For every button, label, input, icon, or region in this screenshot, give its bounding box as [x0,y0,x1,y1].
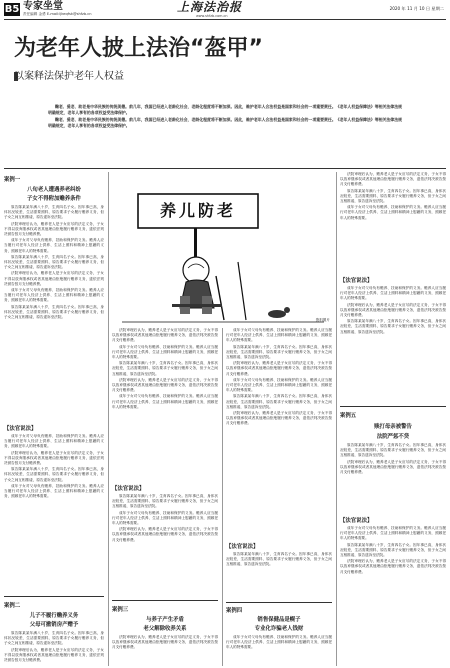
paragraph: 法院审理后认为，赡养老人是子女应尽的法定义务，子女不得以放弃继承权或者其他理由拒绝履行赡养义务，遂依法判决被告按月支付赡养费。 [4,271,104,286]
paragraph: 法院审理后认为，赡养老人是子女应尽的法定义务，子女不得以放弃继承权或者其他理由拒绝履行赡养义务，遂依法判决被告按月支付赡养费。 [4,221,104,237]
cartoon-elderly-man-image [112,172,334,324]
issue-date: 2020 年 11 月 10 日 星期二 [389,6,444,11]
judge-comment-5 [340,526,446,667]
paragraph: 原告陈某某年满八十岁，生育四名子女。因年事已高，身体状况较差，生活需要照料，原告要求子女履行赡养义务，但子女之间互相推诿，原告遂诉至法院。 [340,188,446,204]
paragraph: 成年子女对父母负有赡养、扶助和保护的义务。赡养人应当履行对老年人经济上供养、生活上照料和精神上慰藉的义务，照顾老年人的特殊需要。 [340,526,446,541]
column-3-case-4-body [226,635,332,667]
column-2-case-3-body [112,635,218,667]
page-header [0,0,450,18]
paragraph: 法院审理后认为，赡养老人是子女应尽的法定义务，子女不得以放弃继承权或者其他理由拒绝履行赡养义务，遂依法判决被告按月支付赡养费。 [340,172,446,187]
case-label-5: 案例五 [340,413,357,419]
paragraph: 成年子女对父母负有赡养、扶助和保护的义务。赡养人应当履行对老年人经济上供养、生活上照料和精神上慰藉的义务，照顾老年人的特殊需要。 [4,483,104,499]
page-code-badge: B5 [4,4,20,15]
paragraph: 法院审理后认为，赡养老人是子女应尽的法定义务，子女不得以放弃继承权或者其他理由拒绝履行赡养义务，遂依法判决被告按月支付赡养费。 [340,559,446,574]
paragraph: 原告陈某某年满八十岁，生育四名子女。因年事已高，身体状况较差，生活需要照料，原告要求子女履行赡养义务，但子女之间互相推诿，原告遂诉至法院。 [340,542,446,558]
paragraph: 成年子女对父母负有赡养、扶助和保护的义务。赡养人应当履行对老年人经济上供养、生活上照料和精神上慰藉的义务，照顾老年人的特殊需要。 [112,510,218,526]
case-title-2b: 父母可撤销房产赠予 [29,622,79,628]
column-rule-2 [222,328,223,666]
column-rule-3 [336,172,337,666]
case-title-4a: 销售保健品是幌子 [257,617,301,623]
case-title-1b: 子女不得附加赡养条件 [27,196,81,202]
paragraph: 法院审理后认为，赡养老人是子女应尽的法定义务，子女不得以放弃继承权或者其他理由拒绝履行赡养义务，遂依法判决被告按月支付赡养费。 [226,411,332,426]
column-2-body [112,328,218,480]
judge-comment-heading-4: 【法官说法】 [340,278,373,284]
column-1-case-2-body [4,631,104,667]
illustration [112,172,334,324]
paragraph: 法院审理后认为，赡养老人是子女应尽的法定义务，子女不得以放弃继承权或者其他理由拒绝履行赡养义务，遂依法判决被告按月支付赡养费。 [340,302,446,318]
paragraph: 原告陈某某年满八十岁，生育四名子女。因年事已高，身体状况较差，生活需要照料，原告要求子女履行赡养义务，但子女之间互相推诿，原告遂诉至法院。 [4,467,104,482]
paragraph: 法院审理后认为，赡养老人是子女应尽的法定义务，子女不得以放弃继承权或者其他理由拒绝履行赡养义务，遂依法判决被告按月支付赡养费。 [112,328,218,343]
paragraph: 法院审理后认为，赡养老人是子女应尽的法定义务，子女不得以放弃继承权或者其他理由拒绝履行赡养义务，遂依法判决被告按月支付赡养费。 [226,361,332,376]
paragraph: 成年子女对父母负有赡养、扶助和保护的义务。赡养人应当履行对老年人经济上供养、生活上照料和精神上慰藉的义务，照顾老年人的特殊需要。 [226,328,332,343]
paragraph: 成年子女对父母负有赡养、扶助和保护的义务。赡养人应当履行对老年人经济上供养、生活上照料和精神上慰藉的义务，照顾老年人的特殊需要。 [112,394,218,409]
paragraph: 法院审理后认为，赡养老人是子女应尽的法定义务，子女不得以放弃继承权或者其他理由拒绝履行赡养义务，遂依法判决被告按月支付赡养费。 [112,527,218,542]
case-title-1a: 八旬老人遭遇养老纠纷 [27,187,81,193]
paragraph: 原告陈某某年满八十岁，生育四名子女。因年事已高，身体状况较差，生活需要照料，原告要求子女履行赡养义务，但子女之间互相推诿，原告遂诉至法院。 [112,361,218,376]
paragraph: 法院审理后认为，赡养老人是子女应尽的法定义务，子女不得以放弃继承权或者其他理由拒绝履行赡养义务，遂依法判决被告按月支付赡养费。 [4,647,104,663]
paragraph: 成年子女对父母负有赡养、扶助和保护的义务。赡养人应当履行对老年人经济上供养、生活上照料和精神上慰藉的义务，照顾老年人的特殊需要。 [4,288,104,303]
paragraph: 成年子女对父母负有赡养、扶助和保护的义务。赡养人应当履行对老年人经济上供养、生活上照料和精神上慰藉的义务，照顾老年人的特殊需要。 [226,635,332,650]
column-2-divider [112,600,218,601]
paragraph: 法院审理后认为，赡养老人是子女应尽的法定义务，子女不得以放弃继承权或者其他理由拒绝履行赡养义务，遂依法判决被告按月支付赡养费。 [340,459,446,475]
website: www.shfzb.com.cn [196,14,228,18]
judge-comment-2 [112,494,218,596]
lead-divider [4,168,446,169]
paragraph: 原告陈某某年满八十岁，生育四名子女。因年事已高，身体状况较差，生活需要照料，原告要求子女履行赡养义务，但子女之间互相推诿，原告遂诉至法院。 [4,304,104,320]
editor-line: 责任编辑 金勇 E-mail:ljkeqfsk@shfzb.cn [23,12,92,16]
column-3-divider [226,602,332,603]
column-4-divider [340,406,446,407]
column-3-body [226,328,332,538]
paragraph: 原告陈某某年满八十岁，生育四名子女。因年事已高，身体状况较差，生活需要照料，原告要求子女履行赡养义务，但子女之间互相推诿，原告遂诉至法院。 [4,254,104,270]
paragraph: 原告陈某某年满八十岁，生育四名子女。因年事已高，身体状况较差，生活需要照料，原告要求子女履行赡养义务，但子女之间互相推诿，原告遂诉至法院。 [112,494,218,509]
paragraph: 法院审理后认为，赡养老人是子女应尽的法定义务，子女不得以放弃继承权或者其他理由拒绝履行赡养义务，遂依法判决被告按月支付赡养费。 [4,450,104,466]
illustration-credit: 资料图片 [315,318,330,322]
section-title: 专家坐堂 [23,1,63,12]
case-title-4b: 专业化诈骗老人钱财 [254,626,304,632]
paragraph: 成年子女对父母负有赡养、扶助和保护的义务。赡养人应当履行对老年人经济上供养、生活上照料和精神上慰藉的义务，照顾老年人的特殊需要。 [340,286,446,301]
headline: 为老年人披上法治“盔甲” [14,36,263,61]
judge-comment-1 [4,434,104,590]
case-label-3: 案例三 [112,607,129,613]
case-title-3b: 老父解除收养关系 [143,626,187,632]
lead-paragraph [48,104,402,148]
paragraph: 成年子女对父母负有赡养、扶助和保护的义务。赡养人应当履行对老年人经济上供养、生活上照料和精神上慰藉的义务，照顾老年人的特殊需要。 [340,205,446,220]
paragraph: 法院审理后认为，赡养老人是子女应尽的法定义务，子女不得以放弃继承权或者其他理由拒绝履行赡养义务，遂依法判决被告按月支付赡养费。 [112,635,218,650]
case-title-3a: 与养子产生矛盾 [146,617,184,623]
case-label-4: 案例四 [226,608,243,614]
paragraph: 成年子女对父母负有赡养、扶助和保护的义务。赡养人应当履行对老年人经济上供养、生活上照料和精神上慰藉的义务，照顾老年人的特殊需要。 [4,434,104,449]
subheadline: 以案释法保护老年人权益 [14,71,124,82]
case-label-1: 案例一 [4,177,21,183]
judge-comment-heading-2: 【法官说法】 [112,486,145,492]
paragraph: 原告陈某某年满八十岁，生育四名子女。因年事已高，身体状况较差，生活需要照料，原告要求子女履行赡养义务，但子女之间互相推诿，原告遂诉至法院。 [4,205,104,220]
case-title-5a: 赎打母亲被警告 [374,424,412,430]
column-rule-1 [108,172,109,666]
masthead: 上海法治报 [177,0,243,14]
paragraph: 原告陈某某年满八十岁，生育四名子女。因年事已高，身体状况较差，生活需要照料，原告要求子女履行赡养义务，但子女之间互相推诿，原告遂诉至法院。 [340,443,446,458]
column-1-body [4,205,104,420]
column-4-body [340,172,446,270]
case-title-2a: 儿子不履行赡养义务 [29,613,79,619]
paragraph: 成年子女对父母负有赡养、扶助和保护的义务。赡养人应当履行对老年人经济上供养、生活上照料和精神上慰藉的义务，照顾老年人的特殊需要。 [112,344,218,360]
paragraph: 原告陈某某年满八十岁，生育四名子女。因年事已高，身体状况较差，生活需要照料，原告要求子女履行赡养义务，但子女之间互相推诿，原告遂诉至法院。 [226,394,332,409]
illustration-sign-text: 养儿防老 [159,201,236,220]
column-4-case-5-body [340,443,446,513]
judge-comment-3 [226,552,332,600]
paragraph: 成年子女对父母负有赡养、扶助和保护的义务。赡养人应当履行对老年人经济上供养、生活上照料和精神上慰藉的义务，照顾老年人的特殊需要。 [226,377,332,393]
lead-text-repeat: 鞠老、爱老、助老是中华民族的传统美德。前几年，我国已经进入老龄化社会，老龄化程度将不断加深。因此，维护老年人合法权益是国家和社会的一项重要责任。《老年人权益保障法》等相关法律法规明确规定，老年人享有的各项权益受法律保护。 [48,117,402,128]
judge-comment-heading-5: 【法官说法】 [340,518,373,524]
column-1-divider [4,596,104,597]
paragraph: 原告陈某某年满八十岁，生育四名子女。因年事已高，身体状况较差，生活需要照料，原告要求子女履行赡养义务，但子女之间互相推诿，原告遂诉至法院。 [4,631,104,646]
paragraph: 原告陈某某年满八十岁，生育四名子女。因年事已高，身体状况较差，生活需要照料，原告要求子女履行赡养义务，但子女之间互相推诿，原告遂诉至法院。 [226,344,332,360]
lead-text: 鞠老、爱老、助老是中华民族的传统美德。前几年，我国已经进入老龄化社会，老龄化程度将不断加深。因此，维护老年人合法权益是国家和社会的一项重要责任。《老年人权益保障法》等相关法律法规明确规定，老年人享有的各项权益受法律保护。 [48,104,402,115]
paragraph: 成年子女对父母负有赡养、扶助和保护的义务。赡养人应当履行对老年人经济上供养、生活上照料和精神上慰藉的义务，照顾老年人的特殊需要。 [4,238,104,253]
case-title-5b: 法院严惩不贷 [376,434,410,440]
paragraph: 原告陈某某年满八十岁，生育四名子女。因年事已高，身体状况较差，生活需要照料，原告要求子女履行赡养义务，但子女之间互相推诿，原告遂诉至法院。 [340,319,446,334]
judge-comment-4 [340,286,446,402]
paragraph: 原告陈某某年满八十岁，生育四名子女。因年事已高，身体状况较差，生活需要照料，原告要求子女履行赡养义务，但子女之间互相推诿，原告遂诉至法院。 [226,552,332,567]
paragraph: 法院审理后认为，赡养老人是子女应尽的法定义务，子女不得以放弃继承权或者其他理由拒绝履行赡养义务，遂依法判决被告按月支付赡养费。 [112,377,218,393]
header-rule [4,19,446,20]
case-label-2: 案例二 [4,603,21,609]
judge-comment-heading-3: 【法官说法】 [226,544,259,550]
judge-comment-heading-1: 【法官说法】 [4,426,37,432]
